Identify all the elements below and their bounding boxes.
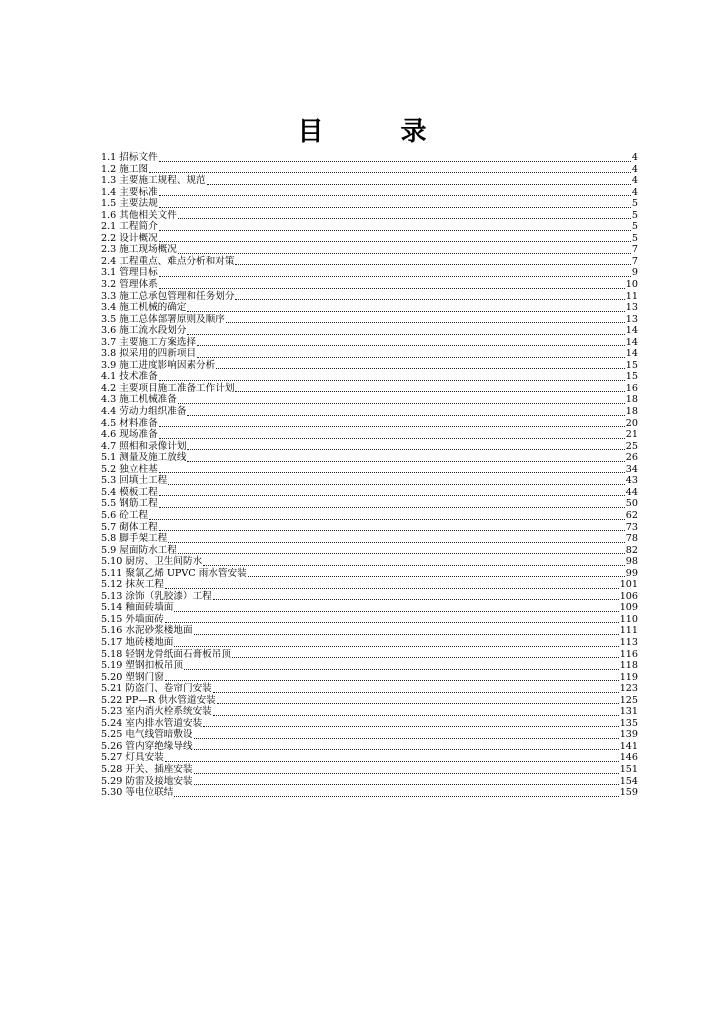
toc-entry-page-number: 13 [625,313,638,325]
toc-dot-leader [248,576,625,577]
toc-entry-page-number: 14 [625,348,638,360]
toc-entry[interactable] [101,533,638,545]
toc-dot-leader [159,195,631,196]
toc-list [101,152,638,799]
toc-dot-leader [207,184,631,185]
toc-dot-leader [203,726,619,727]
toc-entry[interactable] [101,394,638,406]
toc-dot-leader [149,172,631,173]
toc-entry-label: 5.19 塑钢扣板吊顶 [101,660,183,672]
toc-entry-label: 3.7 主要施工方案选择 [101,336,197,348]
toc-entry-label: 5.26 管内穿绝缘导线 [101,740,193,752]
toc-dot-leader [235,299,624,300]
toc-dot-leader [159,426,625,427]
toc-entry[interactable] [101,371,638,383]
toc-entry-label: 2.4 工程重点、难点分析和对策 [101,255,235,267]
toc-entry[interactable] [101,279,638,291]
toc-dot-leader [197,357,625,358]
toc-entry[interactable] [101,256,638,268]
toc-entry-page-number: 34 [625,463,638,475]
toc-entry[interactable] [101,267,638,279]
toc-entry-page-number: 15 [625,359,638,371]
toc-entry[interactable] [101,591,638,603]
toc-entry-page-number: 146 [619,752,638,764]
toc-entry-page-number: 5 [631,198,638,210]
toc-entry-page-number: 73 [625,521,638,533]
toc-entry-page-number: 44 [625,486,638,498]
toc-entry-label: 4.2 主要项目施工准备工作计划 [101,382,235,394]
toc-entry-page-number: 14 [625,325,638,337]
toc-entry-label: 5.18 轻钢龙骨纸面石膏板吊顶 [101,648,231,660]
toc-entry-label: 2.2 设计概况 [101,232,158,244]
toc-entry-page-number: 131 [619,706,638,718]
toc-dot-leader [165,761,619,762]
toc-entry-page-number: 106 [619,590,638,602]
toc-entry[interactable] [101,164,638,176]
toc-entry-label: 5.21 防盗门、卷帘门安装 [101,683,212,695]
toc-entry-label: 1.2 施工图 [101,163,149,175]
toc-entry-page-number: 111 [619,625,638,637]
toc-entry-label: 5.25 电气线管暗敷设 [101,729,193,741]
toc-entry[interactable] [101,729,638,741]
toc-entry-label: 1.1 招标文件 [101,152,158,163]
toc-entry-label: 3.2 管理体系 [101,279,158,291]
toc-dot-leader [213,715,619,716]
toc-entry-page-number: 18 [625,406,638,418]
toc-entry-page-number: 4 [631,175,638,187]
toc-entry[interactable] [101,510,638,522]
toc-entry-label: 3.1 管理目标 [101,267,158,279]
toc-dot-leader [159,276,631,277]
toc-entry-page-number: 7 [631,244,638,256]
toc-entry[interactable] [101,545,638,557]
toc-entry-label: 3.8 拟采用的四新项目 [101,348,197,360]
toc-entry[interactable] [101,302,638,314]
toc-dot-leader [194,749,619,750]
toc-entry-page-number: 113 [619,636,638,648]
toc-entry[interactable] [101,418,638,430]
toc-entry-label: 5.4 模板工程 [101,486,158,498]
toc-dot-leader [235,391,624,392]
toc-entry-page-number: 7 [631,255,638,267]
toc-entry-page-number: 118 [619,660,638,672]
toc-entry[interactable] [101,406,638,418]
toc-entry[interactable] [101,614,638,626]
toc-entry-page-number: 99 [625,567,638,579]
toc-entry-label: 2.1 工程简介 [101,221,158,233]
toc-entry-label: 5.24 室内排水管道安装 [101,717,203,729]
toc-dot-leader [159,530,625,531]
toc-entry-label: 4.5 材料准备 [101,417,158,429]
toc-dot-leader [159,495,625,496]
toc-dot-leader [187,461,624,462]
toc-dot-leader [159,438,625,439]
toc-dot-leader [168,484,625,485]
toc-entry-label: 1.3 主要施工规程、规范 [101,175,206,187]
toc-entry-label: 5.16 水泥砂浆楼地面 [101,625,193,637]
toc-dot-leader [213,692,619,693]
toc-entry-label: 3.9 施工进度影响因素分析 [101,359,216,371]
toc-entry-page-number: 26 [625,452,638,464]
toc-entry-page-number: 123 [619,683,638,695]
toc-entry-page-number: 50 [625,498,638,510]
toc-entry[interactable] [101,602,638,614]
toc-entry[interactable] [101,706,638,718]
toc-entry-page-number: 139 [619,729,638,741]
toc-entry-label: 5.27 灯具安装 [101,752,164,764]
toc-entry[interactable] [101,464,638,476]
toc-entry-page-number: 14 [625,336,638,348]
toc-entry-label: 4.4 劳动力组织准备 [101,406,187,418]
toc-entry[interactable] [101,579,638,591]
toc-entry-page-number: 135 [619,717,638,729]
toc-entry[interactable] [101,187,638,199]
toc-dot-leader [187,449,624,450]
toc-entry-page-number: 43 [625,475,638,487]
toc-dot-leader [159,207,631,208]
toc-entry[interactable] [101,695,638,707]
toc-entry[interactable] [101,522,638,534]
toc-entry[interactable] [101,221,638,233]
toc-entry[interactable] [101,625,638,637]
toc-entry-label: 4.3 施工机械准备 [101,394,177,406]
toc-entry-page-number: 116 [619,648,638,660]
toc-entry-label: 5.20 塑钢门窗 [101,671,164,683]
toc-entry-label: 3.4 施工机械的确定 [101,302,187,314]
toc-entry[interactable] [101,776,638,788]
toc-entry-page-number: 4 [631,152,638,163]
toc-entry-label: 5.1 测量及施工放线 [101,452,187,464]
toc-dot-leader [184,669,619,670]
toc-entry-page-number: 119 [619,671,638,683]
toc-dot-leader [159,241,631,242]
toc-entry-label: 5.2 独立柱基 [101,463,158,475]
toc-dot-leader [194,784,619,785]
toc-dot-leader [174,611,618,612]
toc-dot-leader [235,264,630,265]
toc-dot-leader [178,218,631,219]
toc-entry-label: 1.4 主要标准 [101,186,158,198]
toc-entry-page-number: 109 [619,602,638,614]
toc-entry[interactable] [101,498,638,510]
toc-dot-leader [159,507,625,508]
toc-entry-page-number: 125 [619,694,638,706]
toc-entry[interactable] [101,475,638,487]
toc-entry-label: 5.17 地砖楼地面 [101,636,174,648]
toc-entry-page-number: 10 [625,279,638,291]
toc-entry-page-number: 11 [625,290,638,302]
toc-entry[interactable] [101,291,638,303]
toc-dot-leader [213,599,619,600]
toc-entry[interactable] [101,752,638,764]
toc-entry[interactable] [101,452,638,464]
toc-entry-label: 5.9 屋面防水工程 [101,544,177,556]
toc-entry-label: 1.5 主要法规 [101,198,158,210]
toc-entry[interactable] [101,337,638,349]
toc-entry-page-number: 151 [619,763,638,775]
toc-entry[interactable] [101,152,638,164]
toc-entry-label: 3.5 施工总体部署原则及顺序 [101,313,225,325]
toc-entry-label: 2.3 施工现场概况 [101,244,177,256]
toc-dot-leader [194,773,619,774]
toc-entry-page-number: 141 [619,740,638,752]
toc-dot-leader [159,161,631,162]
toc-entry-page-number: 98 [625,556,638,568]
toc-entry-label: 4.6 现场准备 [101,429,158,441]
toc-dot-leader [217,703,619,704]
toc-entry[interactable] [101,441,638,453]
toc-dot-leader [226,322,625,323]
toc-entry-page-number: 110 [619,613,638,625]
toc-dot-leader [165,680,619,681]
toc-entry[interactable] [101,325,638,337]
toc-dot-leader [159,288,625,289]
toc-entry-label: 5.15 外墙面砖 [101,613,164,625]
toc-entry[interactable] [101,348,638,360]
toc-entry-page-number: 21 [625,429,638,441]
toc-dot-leader [197,345,625,346]
toc-entry[interactable] [101,787,638,799]
toc-entry-page-number: 15 [625,371,638,383]
toc-entry[interactable] [101,383,638,395]
toc-dot-leader [159,472,625,473]
toc-entry[interactable] [101,175,638,187]
toc-dot-leader [194,634,619,635]
toc-dot-leader [232,657,619,658]
toc-entry-page-number: 101 [619,579,638,591]
toc-entry-label: 5.12 抹灰工程 [101,579,164,591]
toc-dot-leader [159,380,625,381]
toc-entry[interactable] [101,649,638,661]
toc-entry[interactable] [101,198,638,210]
toc-entry[interactable] [101,683,638,695]
toc-entry[interactable] [101,210,638,222]
toc-dot-leader [216,368,625,369]
toc-entry-page-number: 82 [625,544,638,556]
toc-entry-label: 5.13 涂饰（乳胶漆）工程 [101,590,212,602]
toc-dot-leader [174,646,618,647]
toc-entry[interactable] [101,741,638,753]
toc-entry-label: 5.5 钢筋工程 [101,498,158,510]
toc-entry-page-number: 16 [625,382,638,394]
toc-entry[interactable] [101,672,638,684]
toc-entry[interactable] [101,233,638,245]
toc-entry-label: 5.29 防雷及接地安装 [101,775,193,787]
toc-dot-leader [168,542,625,543]
toc-dot-leader [178,403,625,404]
toc-title: 目 录 [297,117,461,147]
toc-entry[interactable] [101,637,638,649]
toc-entry-page-number: 62 [625,509,638,521]
toc-entry-page-number: 4 [631,186,638,198]
toc-entry-label: 3.3 施工总承包管理和任务划分 [101,290,235,302]
toc-entry[interactable] [101,764,638,776]
toc-entry[interactable] [101,487,638,499]
toc-entry-label: 5.30 等电位联结 [101,787,174,799]
toc-dot-leader [178,553,625,554]
toc-entry-page-number: 154 [619,775,638,787]
toc-dot-leader [165,588,619,589]
toc-entry-label: 3.6 施工流水段划分 [101,325,187,337]
toc-entry-label: 5.23 室内消火栓系统安装 [101,706,212,718]
toc-entry[interactable] [101,568,638,580]
toc-entry[interactable] [101,429,638,441]
toc-dot-leader [159,230,631,231]
toc-dot-leader [174,796,618,797]
toc-entry[interactable] [101,556,638,568]
toc-entry-page-number: 13 [625,302,638,314]
toc-entry-label: 5.28 开关、插座安装 [101,763,193,775]
toc-entry-label: 5.22 PP—R 供水管道安装 [101,694,216,706]
toc-entry-page-number: 5 [631,221,638,233]
toc-entry-label: 4.7 照相和录像计划 [101,440,187,452]
toc-entry-label: 5.11 聚氯乙烯 UPVC 雨水管安装 [101,567,247,579]
toc-entry[interactable] [101,718,638,730]
toc-entry-label: 4.1 技术准备 [101,371,158,383]
toc-dot-leader [165,622,619,623]
toc-entry-label: 5.10 厨房、卫生间防水 [101,556,203,568]
toc-dot-leader [194,738,619,739]
toc-dot-leader [187,311,624,312]
toc-dot-leader [178,253,631,254]
toc-entry-page-number: 78 [625,533,638,545]
toc-entry[interactable] [101,314,638,326]
toc-entry-label: 5.7 砌体工程 [101,521,158,533]
toc-entry-page-number: 9 [631,267,638,279]
toc-entry-page-number: 4 [631,163,638,175]
toc-entry-page-number: 18 [625,394,638,406]
toc-entry-label: 1.6 其他相关文件 [101,209,177,221]
toc-dot-leader [187,334,624,335]
toc-entry-page-number: 20 [625,417,638,429]
toc-entry-page-number: 159 [619,787,638,799]
toc-entry-label: 5.14 釉面砖墙面 [101,602,174,614]
toc-entry-label: 5.6 砼工程 [101,509,149,521]
toc-dot-leader [203,565,625,566]
toc-entry-label: 5.3 回填土工程 [101,475,168,487]
toc-entry-page-number: 25 [625,440,638,452]
toc-entry-page-number: 5 [631,209,638,221]
toc-dot-leader [187,415,624,416]
toc-entry[interactable] [101,660,638,672]
toc-entry-page-number: 5 [631,232,638,244]
toc-entry[interactable] [101,244,638,256]
toc-entry-label: 5.8 脚手架工程 [101,533,168,545]
toc-entry[interactable] [101,360,638,372]
toc-dot-leader [149,519,625,520]
